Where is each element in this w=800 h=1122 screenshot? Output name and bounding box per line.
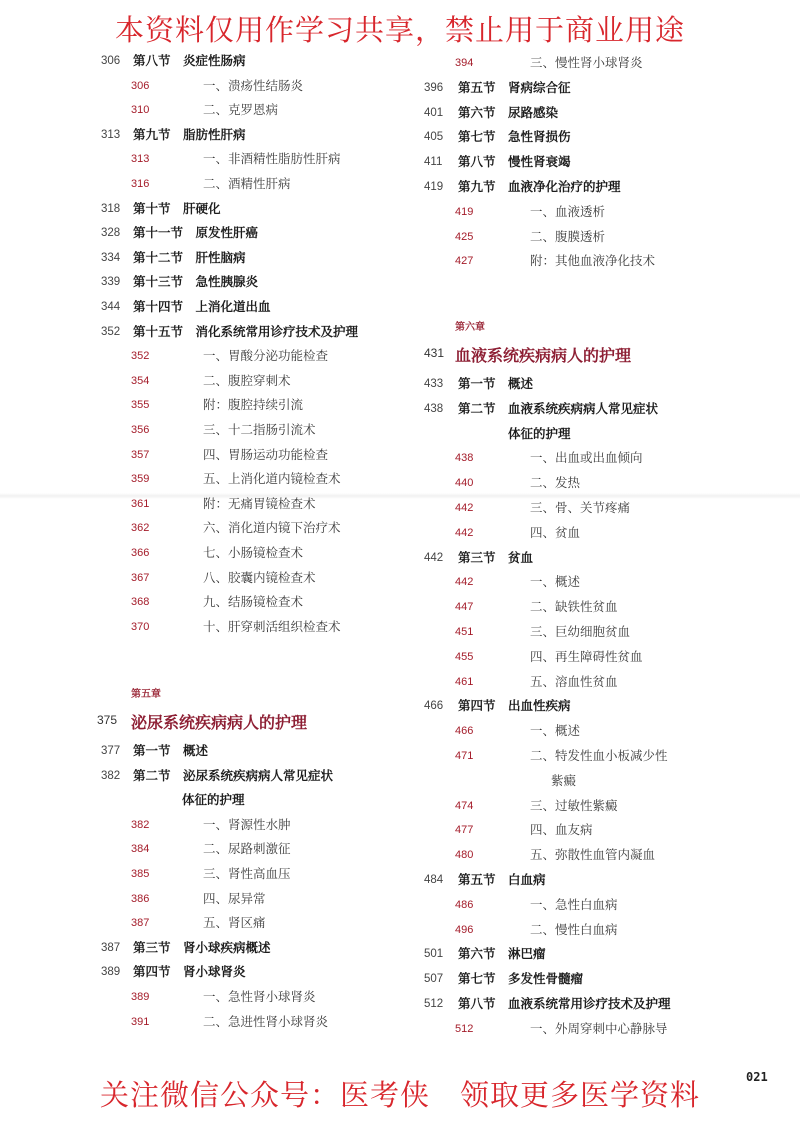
- toc-page-number: 384: [131, 843, 150, 856]
- toc-page-number: 377: [101, 745, 121, 757]
- toc-page-number: 367: [131, 571, 150, 584]
- toc-entry-title: 第九节 血液净化治疗的护理: [458, 179, 621, 194]
- toc-entry-title: 五、肾区痛: [203, 915, 266, 931]
- toc-page-number: 382: [131, 818, 150, 831]
- toc-page-number: 355: [131, 399, 150, 412]
- toc-entry-title: 第六节 尿路感染: [458, 104, 559, 120]
- toc-entry-title: 一、溃疡性结肠炎: [203, 77, 304, 93]
- toc-entry-title: 四、尿异常: [203, 890, 266, 906]
- chapter-label: 第六章: [455, 322, 485, 333]
- toc-page-number: 387: [131, 917, 150, 930]
- toc-entry-title: 六、消化道内镜下治疗术: [203, 520, 341, 536]
- toc-page-number: 361: [131, 497, 150, 510]
- toc-page-number: 496: [455, 923, 474, 936]
- toc-page-number: 391: [131, 1015, 150, 1028]
- toc-page-number: 425: [455, 230, 474, 243]
- toc-entry-title: 第三节 贫血: [458, 549, 534, 565]
- toc-entry-title: 一、概述: [530, 574, 581, 590]
- toc-page-number: 474: [455, 799, 474, 812]
- toc-page-number: 344: [101, 301, 121, 313]
- toc-entry-title: 第十二节 肝性脑病: [133, 249, 246, 265]
- toc-page-number: 389: [101, 966, 121, 979]
- toc-entry-title: 第七节 多发性骨髓瘤: [458, 971, 584, 987]
- toc-page-number: 387: [101, 941, 121, 954]
- toc-entry-title: 二、急进性肾小球肾炎: [203, 1013, 329, 1029]
- toc-entry-title: 第七节 急性肾损伤: [458, 129, 571, 145]
- toc-page-number: 501: [424, 948, 444, 961]
- toc-page-number: 352: [131, 350, 150, 363]
- toc-page-number: 442: [455, 576, 474, 589]
- toc-page-number: 396: [424, 81, 444, 94]
- toc-page-number: 512: [455, 1022, 474, 1035]
- toc-entry-title: 二、酒精性肝病: [203, 176, 291, 191]
- toc-entry-title: 五、溶血性贫血: [530, 673, 618, 689]
- toc-entry-title: 第九节 脂肪性肝病: [133, 126, 246, 142]
- toc-page-number: 366: [131, 547, 150, 559]
- toc-entry-title: 第八节 血液系统常用诊疗技术及护理: [458, 996, 671, 1011]
- toc-page-number: 401: [424, 106, 444, 119]
- toc-entry-title: 四、再生障碍性贫血: [530, 648, 643, 664]
- toc-entry-title: 二、腹膜透析: [530, 228, 606, 244]
- toc-entry-title: 一、出血或出血倾向: [530, 450, 643, 466]
- toc-page-number: 419: [424, 181, 444, 193]
- toc-page-number: 442: [424, 551, 444, 564]
- chapter-page-number: 431: [424, 346, 445, 360]
- toc-entry-title: 二、克罗恩病: [203, 102, 279, 118]
- toc-entry-title: 第五节 肾病综合征: [458, 79, 571, 95]
- toc-entry-title: 附：腹腔持续引流: [203, 397, 304, 413]
- toc-page-number: 310: [131, 104, 150, 117]
- page-fold-shadow: [0, 493, 800, 499]
- chapter-label: 第五章: [131, 689, 161, 700]
- toc-page-number: 507: [424, 973, 444, 986]
- toc-entry-title: 第十节 肝硬化: [133, 200, 221, 216]
- toc-entry-title: 一、急性肾小球肾炎: [203, 989, 316, 1004]
- toc-page-number: 394: [455, 57, 474, 69]
- toc-entry-title: 三、肾性高血压: [203, 866, 291, 881]
- toc-entry-title: 第五节 白血病: [458, 872, 546, 887]
- toc-entry-title: 二、慢性白血病: [530, 921, 618, 937]
- toc-page-number: 466: [424, 700, 444, 713]
- toc-page-number: 334: [101, 251, 121, 264]
- toc-entry-title: 四、血友病: [530, 822, 593, 838]
- toc-entry-title: 三、骨、关节疼痛: [530, 500, 631, 515]
- toc-entry-title: 二、特发性血小板减少性: [530, 748, 668, 763]
- toc-entry-title: 二、缺铁性贫血: [530, 599, 618, 615]
- toc-page-number: 466: [455, 725, 474, 738]
- toc-entry-title: 五、上消化道内镜检查术: [203, 471, 341, 487]
- toc-page-number: 385: [131, 868, 150, 880]
- toc-page-number: 438: [455, 452, 474, 465]
- toc-page-number: 405: [424, 131, 444, 144]
- toc-page-number: 313: [131, 153, 150, 166]
- toc-entry-title: 一、肾源性水肿: [203, 816, 291, 832]
- toc-entry-title: 第八节 慢性肾衰竭: [458, 154, 571, 170]
- toc-entry-title: 第二节 泌尿系统疾病病人常见症状: [133, 767, 334, 783]
- toc-entry-title: 第四节 出血性疾病: [458, 698, 571, 714]
- toc-page-number: 316: [131, 178, 150, 190]
- toc-page-number: 442: [455, 526, 474, 539]
- chapter-page-number: 375: [97, 713, 118, 727]
- toc-entry-title: 第四节 肾小球肾炎: [133, 964, 246, 980]
- toc-page-number: 382: [101, 769, 121, 782]
- toc-entry-title: 九、结肠镜检查术: [203, 594, 304, 610]
- toc-entry-title: 附：无痛胃镜检查术: [203, 495, 316, 511]
- toc-page-number: 433: [424, 378, 444, 390]
- toc-entry-title: 三、巨幼细胞贫血: [530, 624, 631, 639]
- toc-page-number: 328: [101, 227, 121, 240]
- toc-page-number: 442: [455, 502, 474, 514]
- toc-entry-title: 第十四节 上消化道出血: [133, 299, 271, 314]
- toc-entry-title: 附：其他血液净化技术: [530, 253, 656, 269]
- toc-page-number: 486: [455, 898, 474, 911]
- toc-page-number: 389: [131, 991, 150, 1003]
- toc-page-number: 461: [455, 675, 474, 688]
- toc-entry-title: 紫癜: [551, 772, 577, 788]
- toc-page-number: 359: [131, 473, 150, 486]
- toc-entry-title: 第十一节 原发性肝癌: [133, 225, 259, 241]
- toc-page-number: 447: [455, 601, 474, 614]
- toc-page-number: 370: [131, 620, 150, 633]
- toc-page-number: 419: [455, 205, 474, 218]
- toc-entry-title: 二、腹腔穿刺术: [203, 372, 291, 388]
- toc-entry-title: 第一节 概述: [458, 376, 534, 391]
- toc-entry-title: 三、慢性肾小球肾炎: [530, 55, 643, 70]
- toc-page-number: 354: [131, 374, 150, 387]
- chapter-title-text: 血液系统疾病病人的护理: [455, 346, 632, 365]
- toc-entry-title: 第二节 血液系统疾病病人常见症状: [458, 400, 659, 416]
- toc-page-number: 411: [424, 156, 443, 169]
- header-watermark-banner: 本资料仅用作学习共享，禁止用于商业用途: [114, 13, 685, 47]
- toc-page-number: 362: [131, 522, 150, 535]
- toc-page-number: 356: [131, 424, 150, 436]
- toc-entry-title: 八、胶囊内镜检查术: [203, 569, 316, 585]
- toc-entry-title: 三、十二指肠引流术: [203, 422, 316, 437]
- toc-entry-title: 一、非酒精性脂肪性肝病: [203, 151, 341, 167]
- toc-page-number: 306: [101, 55, 121, 67]
- toc-page-number: 306: [131, 79, 150, 92]
- toc-entry-title: 第八节 炎症性肠病: [133, 53, 246, 68]
- toc-entry-title: 五、弥散性血管内凝血: [530, 847, 656, 863]
- toc-entry-title: 体征的护理: [508, 425, 571, 441]
- toc-entry-title: 第十三节 急性胰腺炎: [133, 274, 259, 290]
- toc-page-number: 471: [455, 750, 474, 762]
- toc-entry-title: 四、贫血: [530, 524, 581, 540]
- toc-entry-title: 二、尿路刺激征: [203, 841, 291, 857]
- toc-entry-title: 三、过敏性紫癜: [530, 797, 618, 813]
- toc-page-number: 339: [101, 276, 121, 289]
- toc-entry-title: 一、概述: [530, 723, 581, 739]
- toc-page-number: 455: [455, 650, 474, 663]
- toc-page-number: 440: [455, 477, 474, 490]
- toc-page-number: 386: [131, 892, 150, 905]
- toc-page-number: 427: [455, 255, 474, 268]
- toc-page-number: 357: [131, 448, 150, 461]
- toc-entry-title: 十、肝穿刺活组织检查术: [203, 618, 341, 634]
- toc-entry-title: 第三节 肾小球疾病概述: [133, 939, 271, 955]
- toc-entry-title: 一、胃酸分泌功能检查: [203, 348, 329, 364]
- toc-entry-title: 体征的护理: [182, 792, 245, 808]
- toc-page-number: 480: [455, 849, 474, 862]
- toc-entry-title: 一、急性白血病: [530, 896, 618, 912]
- toc-entry-title: 第六节 淋巴瘤: [458, 946, 546, 962]
- toc-page-number: 484: [424, 874, 444, 886]
- chapter-title-text: 泌尿系统疾病病人的护理: [131, 713, 308, 732]
- toc-page-number: 451: [455, 626, 474, 638]
- toc-page-number: 368: [131, 596, 150, 609]
- toc-page-number: 477: [455, 824, 474, 837]
- toc-page-number: 313: [101, 128, 121, 141]
- toc-entry-title: 一、血液透析: [530, 203, 606, 219]
- page-number: 021: [746, 1070, 768, 1084]
- toc-entry-title: 二、发热: [530, 475, 581, 491]
- toc-page-number: 352: [101, 325, 121, 338]
- toc-entry-title: 一、外周穿刺中心静脉导: [530, 1020, 668, 1036]
- toc-entry-title: 四、胃肠运动功能检查: [203, 446, 329, 462]
- footer-watermark-banner: 关注微信公众号：医考侠 领取更多医学资料: [99, 1078, 700, 1112]
- toc-entry-title: 七、小肠镜检查术: [203, 545, 304, 560]
- toc-page-number: 438: [424, 402, 444, 415]
- toc-entry-title: 第十五节 消化系统常用诊疗技术及护理: [133, 323, 359, 339]
- toc-page-number: 512: [424, 998, 444, 1010]
- toc-page-number: 318: [101, 202, 121, 215]
- toc-entry-title: 第一节 概述: [133, 743, 209, 758]
